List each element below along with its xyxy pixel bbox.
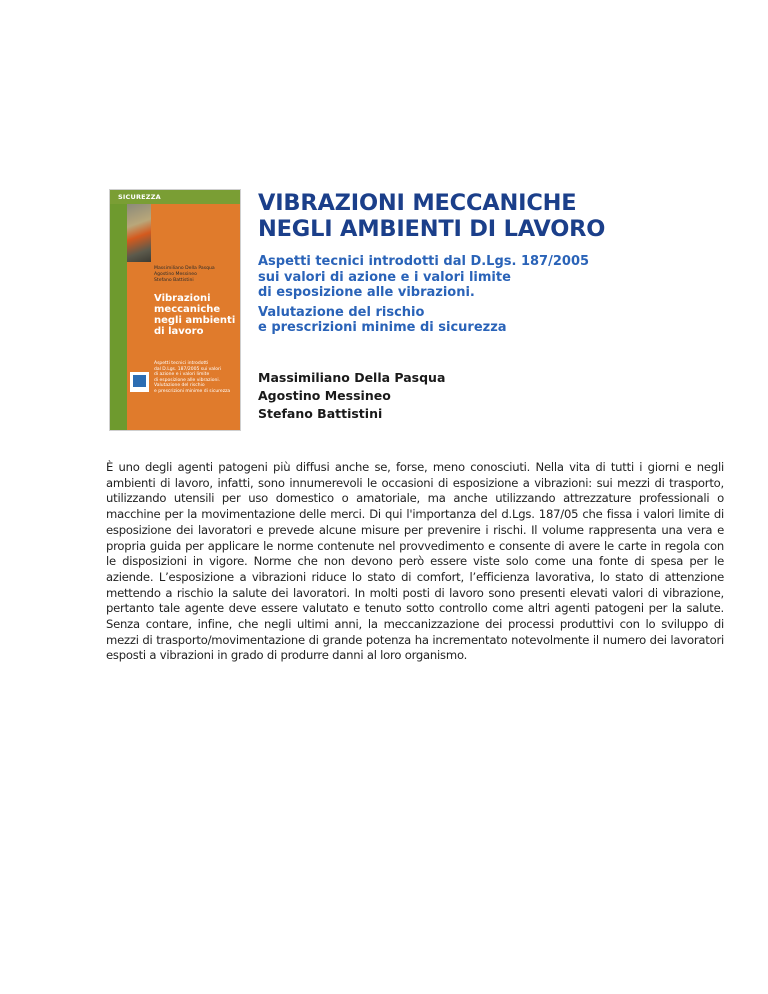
cover-side-band xyxy=(110,204,127,430)
cover-desc-line: di esposizione alle vibrazioni. xyxy=(154,377,221,383)
cover-series-label: SICUREZZA xyxy=(118,193,161,201)
cover-desc-line: e prescrizioni minime di sicurezza xyxy=(154,388,231,394)
cover-title-line: meccaniche xyxy=(154,304,221,315)
subtitle-line: e prescrizioni minime di sicurezza xyxy=(258,320,507,335)
page-title xyxy=(258,190,678,242)
publisher-logo-icon xyxy=(130,372,149,392)
cover-title-line: di lavoro xyxy=(154,326,204,337)
cover-title-line: Vibrazioni xyxy=(154,293,211,304)
subtitle-line: Valutazione del rischio xyxy=(258,304,425,320)
description-paragraph: È uno degli agenti patogeni più diffusi anche se, forse, meno conosciuti. Nella vita di tutti i giorni e negli ambienti di lavoro, infatti, sono innumerevoli le occasioni di esposizione a vibrazioni: sui mezzi di trasporto, utilizzando utensili per uso domestico o amatoriale, ma anche utilizzando attrezzature professionali o macchine per la movimentazione delle merci. Di qui l'importanza del d.Lgs. 187/05 che fissa i valori limite di esposizione dei lavoratori e prevede alcune misure per prevenire i rischi. Il volume rappresenta una vera e propria guida per applicare le norme contenute nel provvedimento e consente di avere le carte in regola con le disposizioni in vigore. Norme che non devono però essere viste solo come una fonte di spesa per le aziende. L’esposizione a vibrazioni riduce lo stato di comfort, l’efficienza lavorativa, lo stato di attenzione mettendo a rischio la salute dei lavoratori. In molti posti di lavoro sono presenti elevati valori di vibrazione, pertanto tale agente deve essere valutato e tenuto sotto controllo come altri agenti patogeni per la salute. Senza contare, infine, che negli ultimi anni, la meccanizzazione dei processi produttivi con lo sviluppo di mezzi di trasporto/movimentazione di grande potenza ha incrementato notevolmente il numero dei lavoratori esposti a vibrazioni in grado di produrre danni al loro organismo. xyxy=(106,460,724,663)
author-name: Stefano Battistini xyxy=(258,406,383,421)
cover-desc-line: di azione e i valori limite xyxy=(154,372,210,378)
author-name: Agostino Messineo xyxy=(258,388,391,403)
subtitle-line: Aspetti tecnici introdotti dal D.Lgs. 187/2005 xyxy=(258,254,590,269)
cover-author: Stefano Battistini xyxy=(154,278,194,283)
cover-photo xyxy=(127,204,151,262)
cover-desc-line: Valutazione del rischio xyxy=(154,383,205,389)
secondary-subtitle xyxy=(258,305,688,336)
cover-author: Agostino Messineo xyxy=(154,272,197,277)
subtitle-line: di esposizione alle vibrazioni. xyxy=(258,285,475,300)
authors-list xyxy=(258,369,558,423)
cover-authors xyxy=(154,266,238,284)
book-cover xyxy=(110,190,240,430)
cover-desc-line: dal D.Lgs. 187/2005 sui valori xyxy=(154,366,222,372)
cover-description xyxy=(154,361,240,395)
cover-title xyxy=(154,293,238,337)
publisher-logo-mark xyxy=(133,375,146,387)
subtitle xyxy=(258,254,688,336)
author-name: Massimiliano Della Pasqua xyxy=(258,370,446,385)
title-line: NEGLI AMBIENTI DI LAVORO xyxy=(258,216,606,242)
subtitle-line: sui valori di azione e i valori limite xyxy=(258,269,511,285)
cover-desc-line: Aspetti tecnici introdotti xyxy=(154,361,209,366)
cover-author: Massimiliano Della Pasqua xyxy=(154,266,215,271)
title-line: VIBRAZIONI MECCANICHE xyxy=(258,190,577,216)
cover-title-line: negli ambienti xyxy=(154,315,236,326)
